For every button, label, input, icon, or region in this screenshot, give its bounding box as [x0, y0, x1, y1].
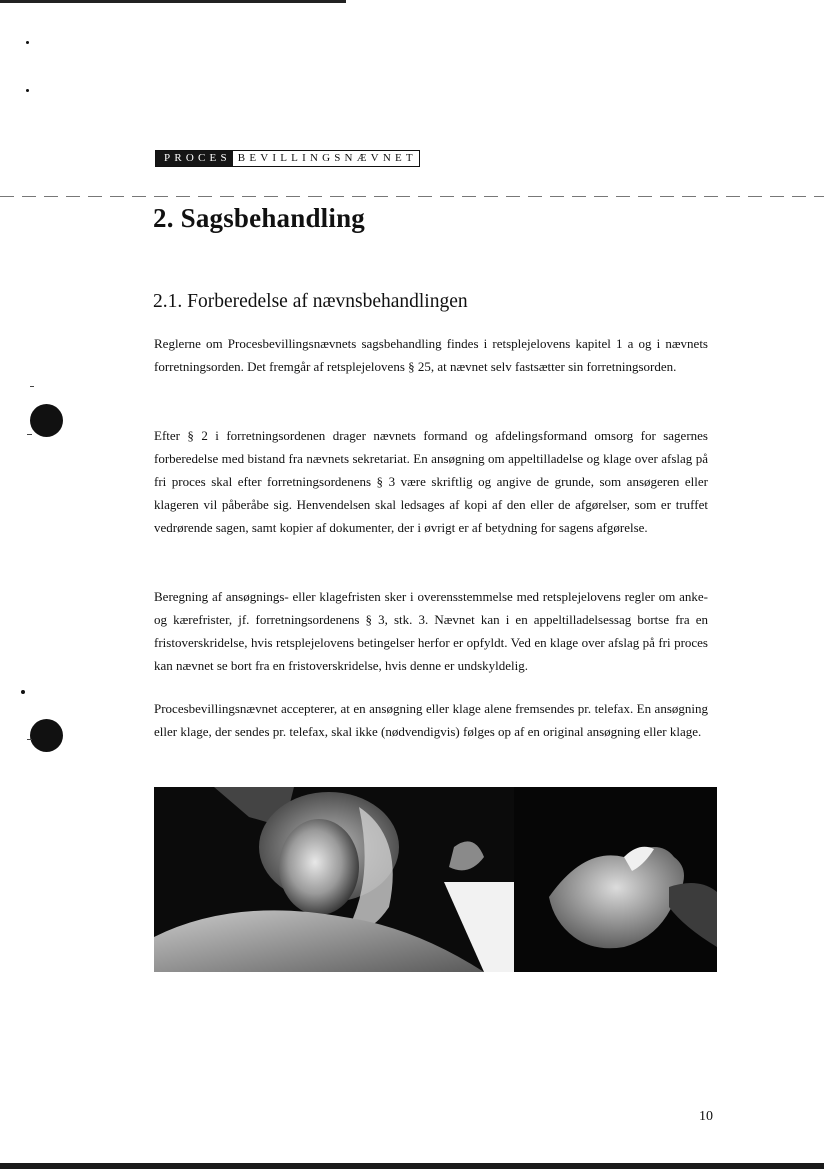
dashed-rule [0, 196, 824, 197]
paragraph-1: Reglerne om Procesbevillingsnævnets sagsbehandling findes i retsplejelovens kapitel 1 a og i nævnets forretningsorden. Det fremgår af retsplejelovens § 25, at nævnet selv fastsætter sin forretningsorden. [154, 336, 708, 374]
margin-tick [30, 386, 34, 387]
section-title: 2.1. Forberedelse af nævnsbehandlingen [153, 291, 468, 312]
margin-tick [27, 434, 32, 435]
logo-proces: PROCES [156, 151, 233, 166]
paragraph-2: Efter § 2 i forretningsordenen drager nævnets formand og afdelingsformand omsorg for sagernes forberedelse med bistand fra nævnets sekretariat. En ansøgning om appeltilladelse og klage over afslag på fri proces skal efter forretningsordenens § 3 være skriftlig og angive de grunde, som ansøgeren eller klageren vil påberåbe sig. Henvendelsen skal ledsages af kopi af den eller de afgørelser, som er truffet vedrørende sagen, samt kopier af dokumenter, der i øvrigt er af betydning for sagens afgørelse. [154, 428, 708, 535]
margin-tick [27, 739, 32, 740]
paragraph-3: Beregning af ansøgnings- eller klagefristen sker i overensstemmelse med retsplejelovens regler om anke- og kærefrister, jf. forretningsordenens § 3, stk. 3. Nævnet kan i en appeltilladelsessag bortse fra en fristoverskridelse, hvis retsplejelovens betingelser herfor er opfyldt. Ved en klage over afslag på fri proces kan nævnet se bort fra en fristoverskridelse, hvis denne er undskyldelig. [154, 589, 708, 673]
binder-hole-upper [30, 404, 63, 437]
header-logo [155, 150, 420, 167]
scan-speck [21, 690, 25, 694]
chapter-title: 2. Sagsbehandling [153, 203, 365, 233]
scan-speck [26, 89, 29, 92]
page-number: 10 [699, 1109, 713, 1124]
photo-woman-and-hand [154, 787, 717, 972]
scan-edge-line-bottom [0, 1163, 824, 1169]
scan-edge-line-top [0, 0, 346, 3]
logo-bevillingsnaevnet: BEVILLINGSNÆVNET [233, 151, 419, 166]
scan-speck [26, 41, 29, 44]
paragraph-4: Procesbevillingsnævnet accepterer, at en ansøgning eller klage alene fremsendes pr. telefax. En ansøgning eller klage, der sendes pr. telefax, skal ikke (nødvendigvis) følges op af en original ansøgning eller klage. [154, 701, 708, 739]
binder-hole-lower [30, 719, 63, 752]
